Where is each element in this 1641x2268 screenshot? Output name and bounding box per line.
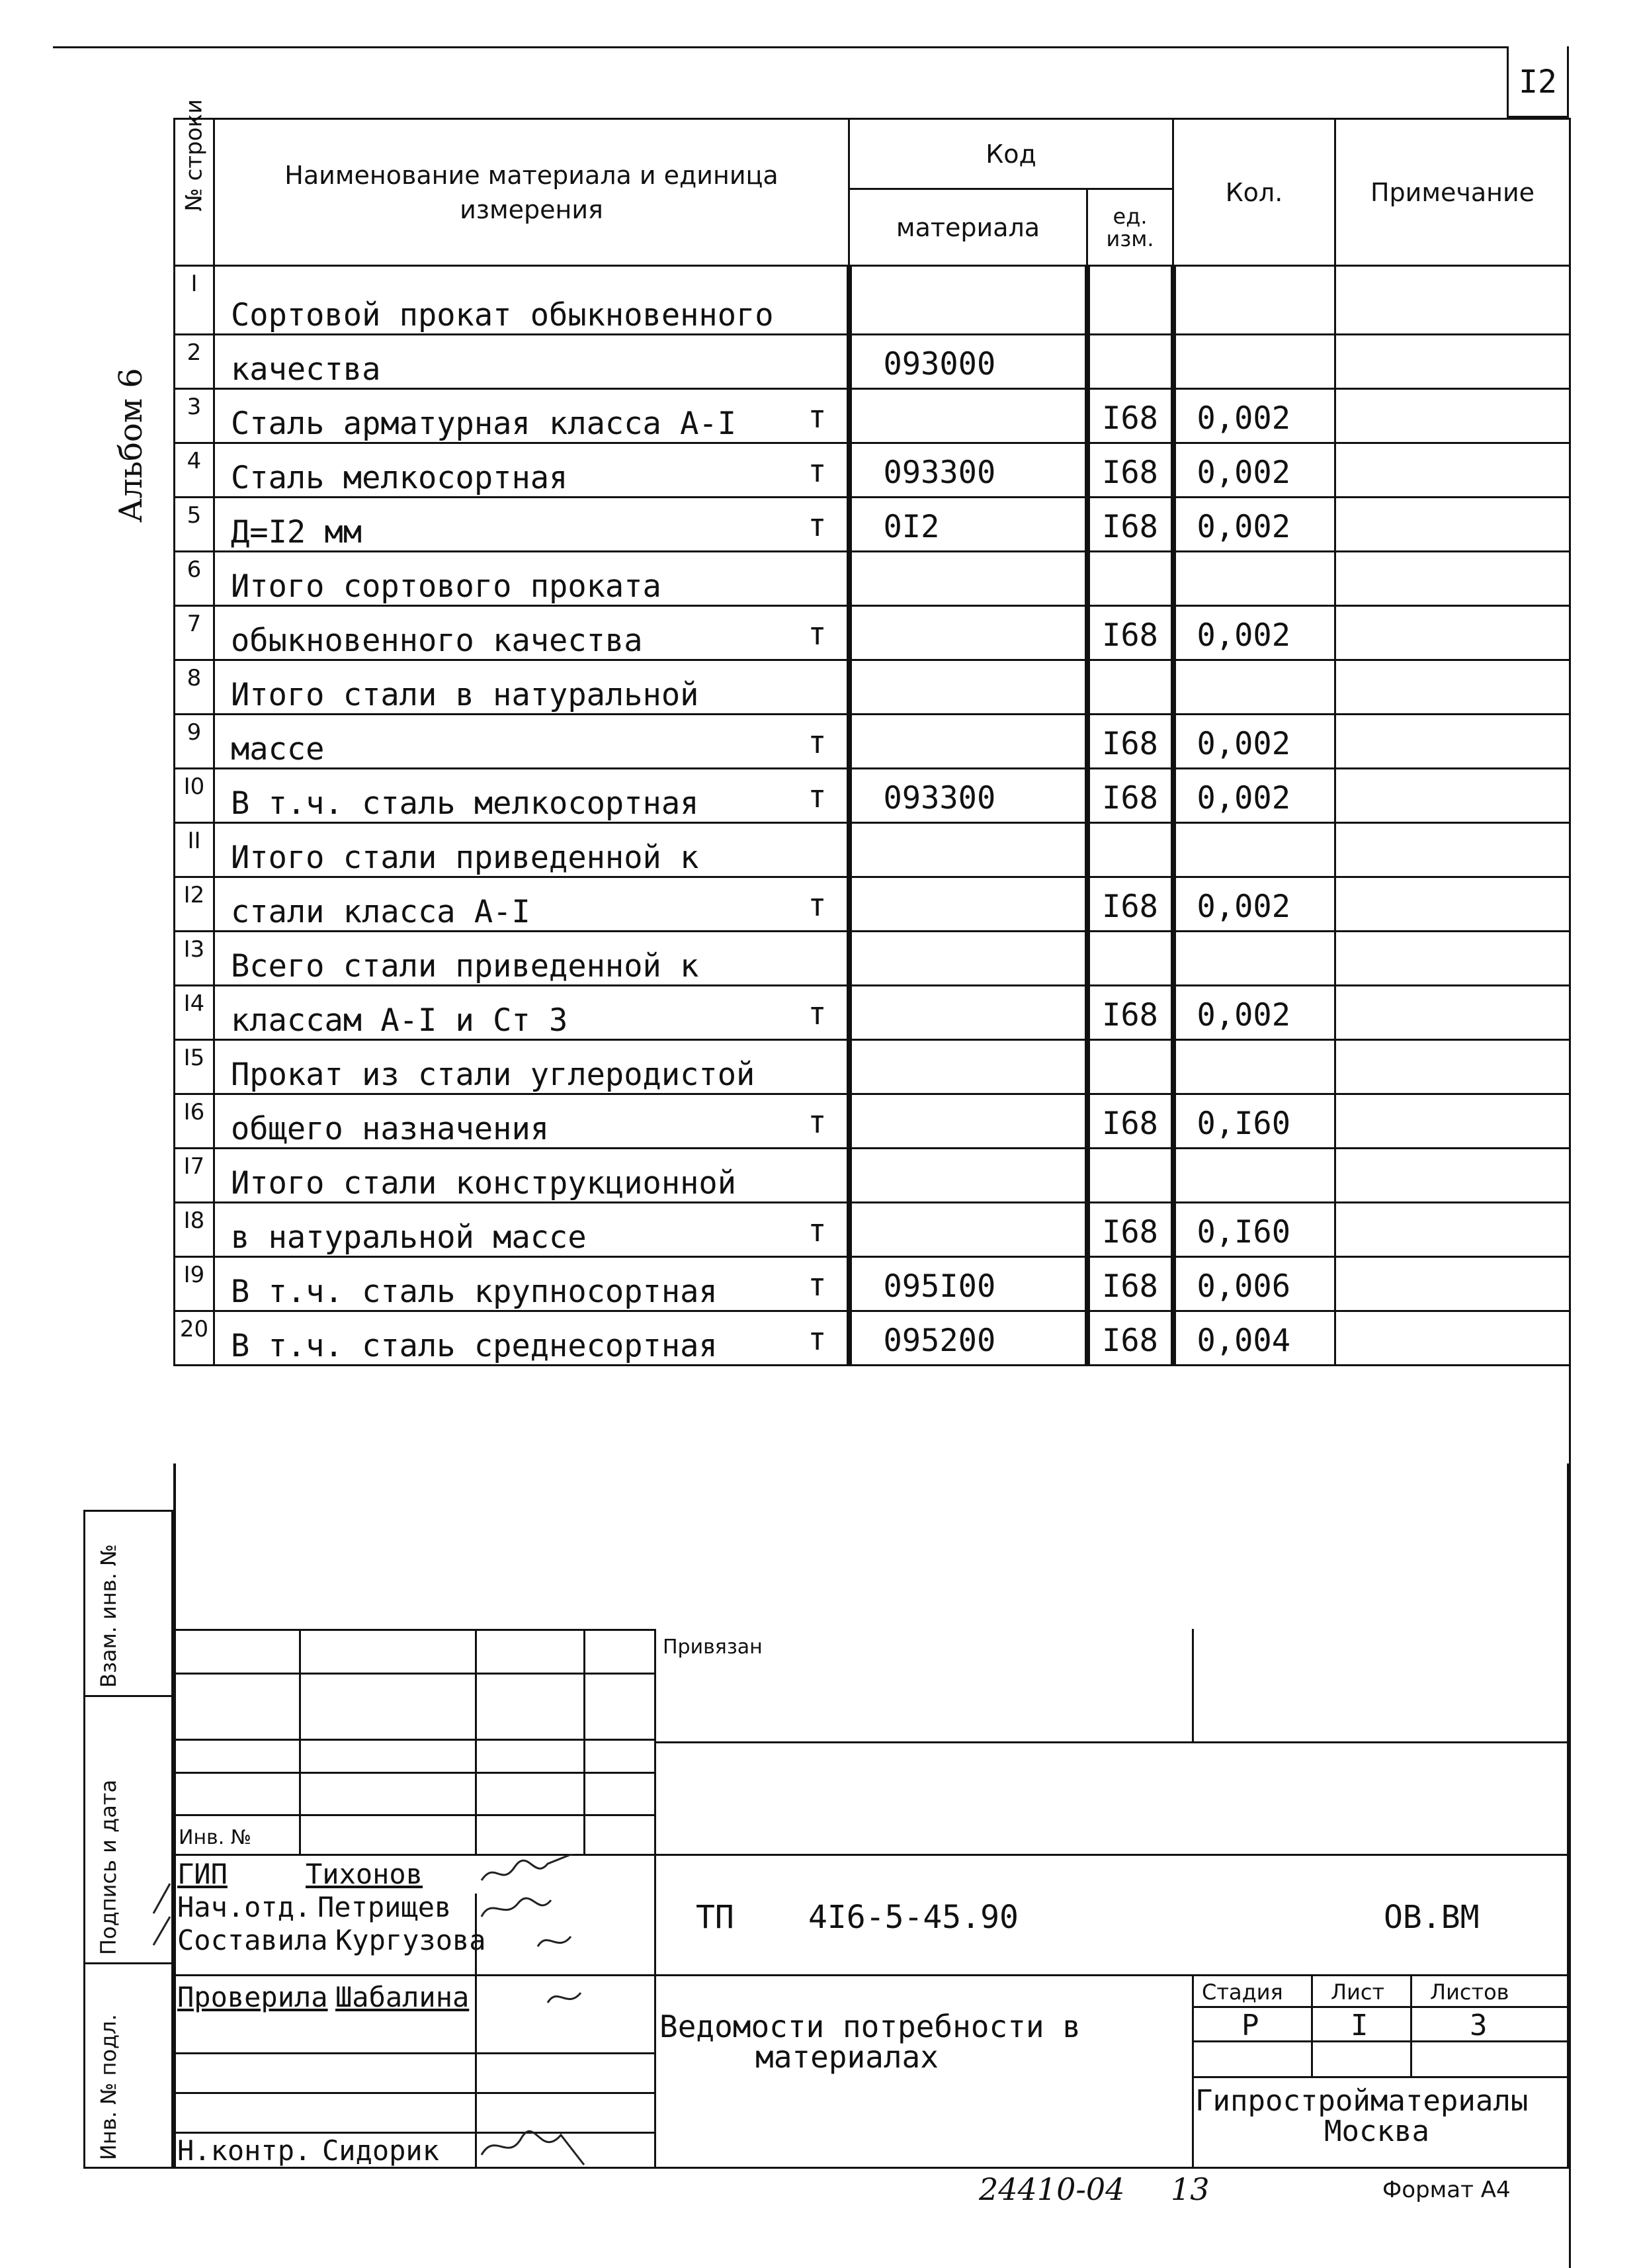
row-note — [1335, 877, 1570, 932]
row-name: Сталь мелкосортная т — [214, 443, 849, 498]
row-unit-code: I68 — [1087, 606, 1173, 660]
table-row — [175, 389, 1570, 443]
row-qty: 0,002 — [1173, 769, 1335, 823]
slash-marks — [147, 1880, 173, 1946]
row-qty: 0,002 — [1173, 606, 1335, 660]
row-material-code — [849, 660, 1087, 715]
handwritten-code: 24410-04 — [979, 2171, 1125, 2207]
table-row — [175, 335, 1570, 389]
row-name: В т.ч. сталь крупносортная т — [214, 1257, 849, 1311]
row-material-code: 093000 — [849, 335, 1087, 389]
row-name: Сортовой прокат обыкновенного — [214, 266, 849, 335]
row-number: 3 — [175, 389, 214, 443]
doc-code: 4I6-5-45.90 — [808, 1899, 1019, 1936]
row-number: 6 — [175, 552, 214, 606]
doc-suffix: ОВ.ВМ — [1384, 1899, 1480, 1936]
row-unit: т — [808, 1267, 827, 1303]
row-qty — [1173, 1040, 1335, 1094]
table-row — [175, 1040, 1570, 1094]
table-row — [175, 1311, 1570, 1366]
row-note — [1335, 1203, 1570, 1257]
row-number: I3 — [175, 932, 214, 986]
row-unit-code: I68 — [1087, 1094, 1173, 1149]
row-unit: т — [808, 399, 827, 435]
row-material-code — [849, 1040, 1087, 1094]
row-unit-code — [1087, 266, 1173, 335]
row-material-code — [849, 606, 1087, 660]
role-nach: Нач.отд. — [177, 1891, 312, 1923]
header-unit-code: ед. изм. — [1087, 189, 1173, 266]
row-qty: 0,002 — [1173, 715, 1335, 769]
role-nkontr: Н.контр. — [177, 2134, 312, 2167]
row-material-code — [849, 266, 1087, 335]
row-unit-code — [1087, 1040, 1173, 1094]
row-unit: т — [808, 779, 827, 815]
header-row-no: № строки — [175, 119, 214, 266]
org-line2: Москва — [1324, 2115, 1429, 2148]
table-row — [175, 932, 1570, 986]
row-unit-code: I68 — [1087, 1311, 1173, 1366]
side-stamp-inv-podl: Инв. № подл. — [83, 1964, 173, 2169]
row-unit: т — [808, 996, 827, 1032]
row-material-code — [849, 389, 1087, 443]
table-row — [175, 552, 1570, 606]
row-material-code — [849, 932, 1087, 986]
row-note — [1335, 932, 1570, 986]
row-name: качества — [214, 335, 849, 389]
row-number: II — [175, 823, 214, 877]
table-row — [175, 498, 1570, 552]
row-name: Всего стали приведенной к — [214, 932, 849, 986]
row-note — [1335, 660, 1570, 715]
table-row — [175, 823, 1570, 877]
row-number: 4 — [175, 443, 214, 498]
row-unit-code: I68 — [1087, 389, 1173, 443]
row-unit: т — [808, 1321, 827, 1358]
handwritten-page: 13 — [1171, 2171, 1210, 2207]
side-stamp-podpis: Подпись и дата — [83, 1697, 173, 1964]
row-qty: 0,002 — [1173, 498, 1335, 552]
sheets-label: Листов — [1430, 1980, 1509, 2005]
row-name: В т.ч. сталь мелкосортная т — [214, 769, 849, 823]
table-row — [175, 606, 1570, 660]
top-border-line — [53, 46, 1508, 48]
row-number: I5 — [175, 1040, 214, 1094]
row-material-code — [849, 823, 1087, 877]
row-qty — [1173, 932, 1335, 986]
row-qty — [1173, 266, 1335, 335]
row-material-code: 095200 — [849, 1311, 1087, 1366]
sheet-value: I — [1351, 2009, 1368, 2042]
row-qty — [1173, 660, 1335, 715]
row-unit: т — [808, 1104, 827, 1141]
row-material-code — [849, 1203, 1087, 1257]
table-row — [175, 443, 1570, 498]
row-note — [1335, 823, 1570, 877]
row-material-code — [849, 552, 1087, 606]
name-prov: Шабалина — [335, 1981, 470, 2013]
row-qty: 0,002 — [1173, 389, 1335, 443]
row-note — [1335, 1040, 1570, 1094]
row-note — [1335, 389, 1570, 443]
row-qty: 0,002 — [1173, 986, 1335, 1040]
header-name: Наименование материала и единица измерения — [214, 119, 849, 266]
table-row — [175, 1257, 1570, 1311]
row-qty — [1173, 335, 1335, 389]
row-material-code — [849, 715, 1087, 769]
inv-no-label: Инв. № — [179, 1826, 252, 1849]
row-number: 9 — [175, 715, 214, 769]
doc-title-line1: Ведомости потребности в — [659, 2009, 1081, 2044]
row-qty: 0,002 — [1173, 877, 1335, 932]
table-row — [175, 1094, 1570, 1149]
sheets-value: 3 — [1470, 2009, 1488, 2042]
name-nkontr: Сидорик — [322, 2134, 440, 2167]
row-unit: т — [808, 616, 827, 652]
role-gip: ГИП — [177, 1858, 228, 1890]
side-stamp-vzam: Взам. инв. № — [83, 1510, 173, 1697]
sheet-number: I2 — [1507, 46, 1569, 118]
row-unit-code: I68 — [1087, 1257, 1173, 1311]
row-note — [1335, 443, 1570, 498]
row-name: Итого стали приведенной к — [214, 823, 849, 877]
row-name: Сталь арматурная класса А-I т — [214, 389, 849, 443]
name-gip: Тихонов — [306, 1858, 423, 1890]
row-number: I2 — [175, 877, 214, 932]
row-unit: т — [808, 887, 827, 924]
sheet-label: Лист — [1331, 1980, 1385, 2005]
album-label: Альбом 6 — [112, 368, 149, 523]
title-block — [173, 1629, 1569, 2169]
table-row — [175, 877, 1570, 932]
header-qty: Кол. — [1173, 119, 1335, 266]
row-number: 8 — [175, 660, 214, 715]
role-sost: Составила — [177, 1924, 328, 1956]
row-qty: 0,004 — [1173, 1311, 1335, 1366]
row-unit-code: I68 — [1087, 1203, 1173, 1257]
header-note: Примечание — [1335, 119, 1570, 266]
row-name: Итого сортового проката — [214, 552, 849, 606]
table-row — [175, 660, 1570, 715]
row-note — [1335, 715, 1570, 769]
row-qty — [1173, 552, 1335, 606]
row-note — [1335, 986, 1570, 1040]
row-number: I4 — [175, 986, 214, 1040]
row-note — [1335, 1094, 1570, 1149]
row-unit-code — [1087, 823, 1173, 877]
row-unit-code: I68 — [1087, 986, 1173, 1040]
row-note — [1335, 498, 1570, 552]
row-material-code — [849, 986, 1087, 1040]
doc-prefix: ТП — [696, 1899, 734, 1936]
table-row — [175, 1149, 1570, 1203]
header-material-code: материала — [849, 189, 1087, 266]
signatures — [475, 1854, 660, 2169]
row-unit: т — [808, 453, 827, 490]
row-unit-code: I68 — [1087, 715, 1173, 769]
row-number: 2 — [175, 335, 214, 389]
row-note — [1335, 1311, 1570, 1366]
header-code: Код — [849, 119, 1173, 189]
row-qty: 0,006 — [1173, 1257, 1335, 1311]
row-material-code: 0I2 — [849, 498, 1087, 552]
format-label: Формат А4 — [1382, 2177, 1511, 2203]
row-name: Прокат из стали углеродистой — [214, 1040, 849, 1094]
stage-value: Р — [1241, 2009, 1259, 2042]
row-name: общего назначения т — [214, 1094, 849, 1149]
row-unit-code — [1087, 932, 1173, 986]
row-name: В т.ч. сталь среднесортная т — [214, 1311, 849, 1366]
row-material-code — [849, 1094, 1087, 1149]
material-spec-table — [173, 99, 1571, 1366]
row-unit-code — [1087, 335, 1173, 389]
role-prov: Проверила — [177, 1981, 328, 2013]
row-number: 20 — [175, 1311, 214, 1366]
row-name: Итого стали в натуральной — [214, 660, 849, 715]
privyazan-label: Привязан — [663, 1636, 763, 1659]
row-material-code: 095I00 — [849, 1257, 1087, 1311]
row-note — [1335, 606, 1570, 660]
name-sost: Кургузова — [335, 1924, 486, 1956]
row-unit: т — [808, 1213, 827, 1249]
row-unit: т — [808, 507, 827, 544]
row-name: массе т — [214, 715, 849, 769]
row-note — [1335, 266, 1570, 335]
row-material-code — [849, 877, 1087, 932]
row-name: классам А-I и Ст 3 т — [214, 986, 849, 1040]
row-note — [1335, 1257, 1570, 1311]
row-number: I — [175, 266, 214, 335]
row-number: I8 — [175, 1203, 214, 1257]
row-name: Итого стали конструкционной — [214, 1149, 849, 1203]
stage-label: Стадия — [1202, 1980, 1283, 2005]
row-unit-code: I68 — [1087, 498, 1173, 552]
row-number: 7 — [175, 606, 214, 660]
row-unit-code: I68 — [1087, 877, 1173, 932]
row-number: 5 — [175, 498, 214, 552]
row-name: Д=I2 мм т — [214, 498, 849, 552]
row-name: в натуральной массе т — [214, 1203, 849, 1257]
doc-title-line2: материалах — [755, 2039, 939, 2075]
row-qty: 0,I60 — [1173, 1094, 1335, 1149]
row-number: I0 — [175, 769, 214, 823]
row-qty — [1173, 823, 1335, 877]
row-number: I7 — [175, 1149, 214, 1203]
row-note — [1335, 335, 1570, 389]
row-unit-code — [1087, 552, 1173, 606]
row-qty — [1173, 1149, 1335, 1203]
row-unit-code: I68 — [1087, 443, 1173, 498]
row-note — [1335, 769, 1570, 823]
row-number: I9 — [175, 1257, 214, 1311]
row-unit: т — [808, 724, 827, 761]
name-nach: Петрищев — [317, 1891, 452, 1923]
table-row — [175, 715, 1570, 769]
row-unit-code — [1087, 1149, 1173, 1203]
row-note — [1335, 1149, 1570, 1203]
row-material-code — [849, 1149, 1087, 1203]
row-qty: 0,002 — [1173, 443, 1335, 498]
row-qty: 0,I60 — [1173, 1203, 1335, 1257]
row-number: I6 — [175, 1094, 214, 1149]
row-material-code: 093300 — [849, 443, 1087, 498]
row-material-code: 093300 — [849, 769, 1087, 823]
table-row — [175, 1203, 1570, 1257]
row-unit-code — [1087, 660, 1173, 715]
org-line1: Гипростройматериалы — [1195, 2084, 1529, 2118]
row-name: обыкновенного качества т — [214, 606, 849, 660]
row-note — [1335, 552, 1570, 606]
table-row — [175, 986, 1570, 1040]
table-row — [175, 769, 1570, 823]
table-row — [175, 266, 1570, 335]
row-unit-code: I68 — [1087, 769, 1173, 823]
row-name: стали класса А-I т — [214, 877, 849, 932]
